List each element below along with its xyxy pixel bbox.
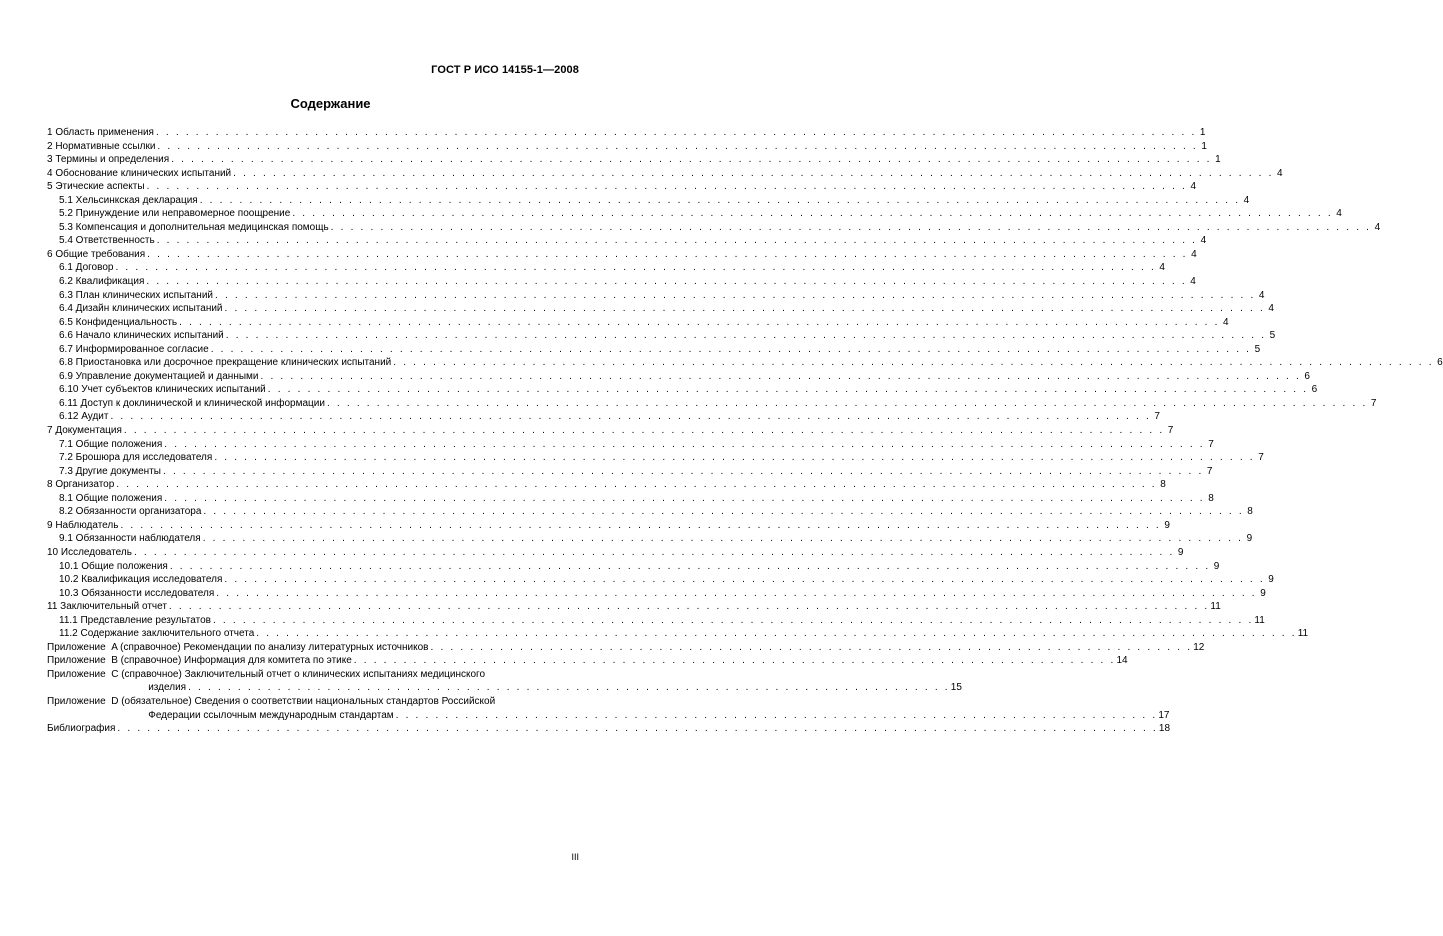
toc-entry-label: 8.2 Обязанности организатора [59,506,202,518]
dot-leader [188,681,950,695]
dot-leader [211,343,1251,357]
toc-entry-page: 9 [1213,560,1220,572]
toc-entry[interactable] [47,289,1265,303]
dot-leader [124,424,1164,438]
toc-entry-page: 6 [1311,384,1318,396]
toc-entry-label: Библиография [47,723,116,735]
toc-entry-label: 7 Документация [47,425,122,437]
dot-leader [164,438,1204,452]
dot-leader [179,316,1219,330]
toc-entry[interactable] [47,261,1165,275]
toc-entry-page: 5 [1269,330,1276,342]
toc-entry-page: 14 [1116,655,1128,667]
toc-entry-label: 9.1 Обязанности наблюдателя [59,533,201,545]
toc-entry[interactable] [47,329,1276,343]
toc-entry-label: 6.8 Приостановка или досрочное прекращение клинических испытаний [59,357,392,369]
toc-entry-label: 7.2 Брошюра для исследователя [59,452,213,464]
toc-entry-page: 7 [1167,425,1174,437]
toc-entry[interactable] [47,153,1221,167]
toc-bibliography-entry[interactable] [47,722,1171,736]
dot-leader [215,289,1255,303]
toc-entry[interactable] [47,343,1261,357]
dot-leader [115,261,1155,275]
dot-leader [396,709,1158,723]
toc-entry-label: 5 Этические аспекты [47,181,145,193]
toc-entry-label: 6.7 Информированное согласие [59,343,209,355]
dot-leader [116,478,1156,492]
toc-entry-page: 4 [1200,235,1207,247]
dot-leader [225,302,1265,316]
dot-leader [146,275,1186,289]
toc-entry[interactable] [47,140,1207,154]
toc-entry[interactable] [47,126,1206,140]
toc-entry-label: 11.1 Представление результатов [59,614,211,626]
toc-entry-page: 9 [1246,533,1253,545]
toc-entry-page: 4 [1277,167,1283,179]
toc-entry-page: 9 [1260,587,1266,599]
toc-entry-label: 6 Общие требования [47,248,146,260]
appendix-title-line: Федерации ссылочным международным стандартам [148,709,394,721]
toc-entry-label: 5.3 Компенсация и дополнительная медицинская помощь [59,221,329,233]
toc-entry-label: 11.2 Содержание заключительного отчета [59,628,255,640]
toc-entry[interactable] [47,207,1342,221]
toc-entry[interactable] [47,410,1160,424]
dot-leader [147,180,1187,194]
dot-leader [110,410,1150,424]
toc-appendix-entry[interactable] [47,654,1128,668]
toc-entry[interactable] [47,221,1381,235]
toc-entry-label: 7.3 Другие документы [59,465,161,477]
toc-entry-page: 9 [1177,546,1184,558]
toc-entry-label: 10.2 Квалификация исследователя [59,574,223,586]
toc-entry-label: 8.1 Общие положения [59,492,163,504]
toc-entry-page: 17 [1158,709,1170,721]
toc-entry-page: 1 [1201,140,1207,152]
toc-entry-label: 5.1 Хельсинкская декларация [59,194,198,206]
toc-entry-label: 5.2 Принуждение или неправомерное поощрение [59,208,291,220]
toc-entry-page: 4 [1374,221,1381,233]
toc-entry-page: 4 [1223,316,1229,328]
toc-entry-page: 11 [1210,601,1221,613]
dot-leader [170,560,1210,574]
dot-leader [393,356,1433,370]
toc-entry[interactable] [47,519,1170,533]
toc-entry-label: 7.1 Общие положения [59,438,163,450]
dot-leader [157,140,1197,154]
dot-leader [226,329,1266,343]
table-of-contents [47,126,1443,736]
toc-entry-label: 6.6 Начало клинических испытаний [59,330,224,342]
toc-entry-page: 4 [1258,289,1265,301]
toc-entry-page: 1 [1215,154,1221,166]
dot-leader [261,370,1301,384]
appendix-title-line: (обязательное) Сведения о соответствии национальных стандартов Российской [121,695,496,707]
toc-entry-page: 4 [1191,248,1197,260]
dot-leader [171,153,1211,167]
toc-entry-label: 3 Термины и определения [47,154,170,166]
dot-leader [331,221,1371,235]
toc-entry-label: 6.12 Аудит [59,411,109,423]
toc-entry-page: 15 [950,682,962,694]
toc-entry-page: 8 [1247,506,1253,518]
dot-leader [156,126,1196,140]
toc-entry-label: 9 Наблюдатель [47,519,119,531]
toc-entry-page: 4 [1159,262,1165,274]
toc-appendix-entry[interactable] [47,641,1205,655]
dot-leader [224,573,1264,587]
dot-leader [431,641,1193,655]
toc-entry-label: 6.1 Договор [59,262,114,274]
toc-entry[interactable] [47,573,1274,587]
toc-entry[interactable] [47,180,1197,194]
toc-entry-label: 1 Область применения [47,127,154,138]
toc-appendix-entry[interactable] [47,668,962,695]
toc-entry-label: 10 Исследователь [47,546,132,558]
dot-leader [327,397,1367,411]
toc-entry[interactable] [47,465,1213,479]
toc-entry-page: 6 [1304,370,1310,382]
toc-entry[interactable] [47,532,1253,546]
dot-leader [164,492,1204,506]
toc-entry-label: 6.3 План клинических испытаний [59,289,214,301]
toc-entry[interactable] [47,302,1274,316]
toc-entry-page: 9 [1164,519,1170,531]
dot-leader [292,207,1332,221]
appendix-title-line: изделия [148,682,187,694]
toc-entry-page: 12 [1193,641,1205,653]
toc-entry-label: 5.4 Ответственность [59,235,155,247]
toc-entry[interactable] [47,370,1310,384]
toc-entry[interactable] [47,505,1253,519]
dot-leader [203,505,1243,519]
dot-leader [147,248,1187,262]
toc-entry-page: 4 [1243,194,1250,206]
toc-entry[interactable] [47,546,1184,560]
toc-entry[interactable] [47,492,1214,506]
toc-entry-label: 6.11 Доступ к доклинической и клинической информации [59,397,325,409]
dot-leader [134,546,1174,560]
toc-entry-page: 4 [1336,208,1342,220]
toc-entry[interactable] [47,424,1174,438]
toc-entry[interactable] [47,587,1266,601]
page-title: Содержание [290,96,371,111]
toc-entry[interactable] [47,275,1196,289]
toc-entry-label: 6.4 Дизайн клинических испытаний [59,303,223,315]
document-standard-number: ГОСТ Р ИСО 14155-1—2008 [431,64,579,76]
dot-leader [233,167,1273,181]
page-number: III [571,852,579,862]
toc-entry-label: 6.9 Управление документацией и данными [59,370,259,382]
toc-entry-page: 7 [1370,397,1377,409]
toc-entry[interactable] [47,614,1265,628]
dot-leader [200,194,1240,208]
toc-entry[interactable] [47,248,1197,262]
toc-entry-label: 10.1 Общие положения [59,560,168,572]
toc-entry-page: 4 [1268,303,1274,315]
toc-entry-page: 1 [1199,127,1206,138]
toc-entry[interactable] [47,383,1318,397]
toc-entry[interactable] [47,316,1229,330]
toc-entry-page: 7 [1258,452,1264,464]
toc-entry-page: 7 [1208,438,1214,450]
dot-leader [120,519,1160,533]
toc-entry-label: 6.10 Учет субъектов клинических испытаний [59,384,266,396]
toc-appendix-entry[interactable] [47,695,1170,722]
toc-entry-label: 10.3 Обязанности исследователя [59,587,215,599]
toc-entry[interactable] [47,167,1283,181]
toc-entry[interactable] [47,397,1377,411]
appendix-prefix: Приложение B [47,655,121,667]
toc-entry[interactable] [47,478,1166,492]
toc-entry-page: 7 [1206,465,1213,477]
toc-entry-page: 4 [1190,181,1197,193]
toc-entry-label: 11 Заключительный отчет [47,601,167,613]
appendix-title-line: (справочное) Рекомендации по анализу литературных источников [120,641,429,653]
toc-entry[interactable] [47,600,1221,614]
toc-entry-label: 8 Организатор [47,479,115,491]
dot-leader [213,614,1253,628]
dot-leader [216,587,1256,601]
toc-entry-label: 2 Нормативные ссылки [47,140,156,152]
appendix-title-line: (справочное) Заключительный отчет о клинических испытаниях медицинского [121,668,486,680]
dot-leader [214,451,1254,465]
appendix-title-line: (справочное) Информация для комитета по этике [120,655,352,667]
appendix-prefix: Приложение A [47,641,121,653]
dot-leader [169,600,1209,614]
dot-leader [117,722,1157,736]
dot-leader [157,234,1197,248]
toc-entry-page: 4 [1190,276,1196,288]
dot-leader [163,465,1203,479]
toc-entry[interactable] [47,194,1250,208]
toc-entry-label: 6.2 Квалификация [59,276,145,288]
dot-leader [268,383,1308,397]
toc-entry[interactable] [47,560,1220,574]
toc-entry-page: 7 [1154,411,1160,423]
toc-entry[interactable] [47,356,1443,370]
toc-entry[interactable] [47,451,1264,465]
toc-entry-label: 6.5 Конфиденциальность [59,316,178,328]
toc-entry-page: 5 [1254,343,1261,355]
dot-leader [354,654,1116,668]
dot-leader [203,532,1243,546]
dot-leader [256,627,1296,641]
toc-entry-page: 6 [1437,357,1443,369]
appendix-prefix: Приложение D [47,695,122,707]
toc-entry-page: 9 [1268,574,1274,586]
toc-entry[interactable] [47,438,1214,452]
toc-entry-page: 18 [1158,723,1171,735]
toc-entry-label: 4 Обоснование клинических испытаний [47,167,232,179]
toc-entry[interactable] [47,234,1207,248]
toc-entry-page: 11 [1297,628,1309,640]
toc-entry-page: 8 [1208,492,1214,504]
appendix-prefix: Приложение C [47,668,122,680]
toc-entry[interactable] [47,627,1309,641]
toc-entry-page: 11 [1254,614,1265,626]
toc-entry-page: 8 [1160,479,1166,491]
